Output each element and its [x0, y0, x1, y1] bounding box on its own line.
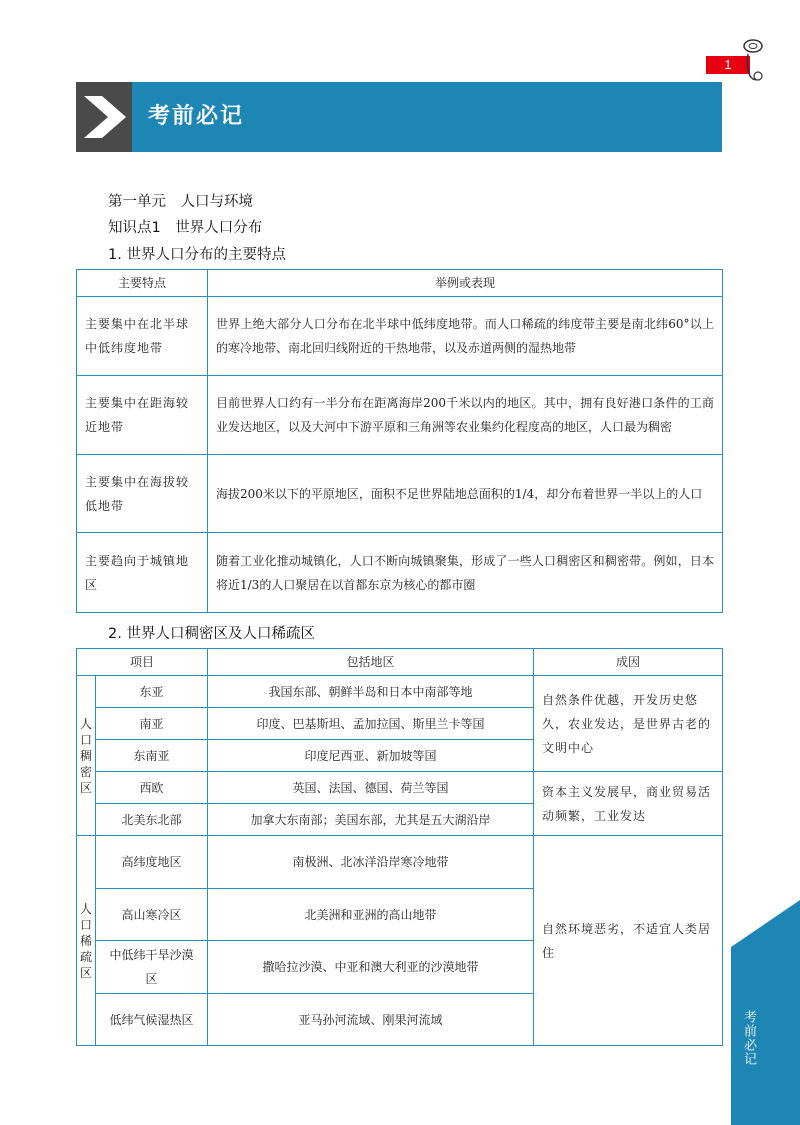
table-row: [77, 376, 723, 455]
region-cell: 东亚: [96, 676, 208, 708]
example-cell: 随着工业化推动城镇化，人口不断向城镇聚集，形成了一些人口稠密区和稠密带。例如，日本将近1/3的人口聚居在以首都东京为核心的都市圈: [208, 533, 723, 613]
reason-cell: 资本主义发展早，商业贸易活动频繁，工业发达: [534, 772, 723, 836]
feature-cell: 主要集中在距海较近地带: [77, 376, 208, 455]
population-features-table: [76, 269, 723, 613]
table-row: [77, 533, 723, 613]
areas-cell: 我国东部、朝鲜半岛和日本中南部等地: [208, 676, 534, 708]
dense-group-label: 人口稠密区: [77, 676, 96, 836]
table-row: [77, 297, 723, 376]
region-cell: 高山寒冷区: [96, 889, 208, 941]
region-cell: 东南亚: [96, 740, 208, 772]
table-header-row: [77, 649, 723, 676]
areas-cell: 亚马孙河流域、刚果河流域: [208, 994, 534, 1046]
reason-cell: 自然环境恶劣，不适宜人类居住: [534, 836, 723, 1046]
header-areas: 包括地区: [208, 649, 534, 676]
side-tab-label: 考前必记: [741, 1010, 756, 1066]
feature-cell: 主要趋向于城镇地区: [77, 533, 208, 613]
areas-cell: 北美洲和亚洲的高山地带: [208, 889, 534, 941]
header-example: 举例或表现: [208, 270, 723, 297]
dense-sparse-table: [76, 648, 723, 1046]
example-cell: 目前世界人口约有一半分布在距离海岸200千米以内的地区。其中，拥有良好港口条件的工商业发达地区，以及大河中下游平原和三角洲等农业集约化程度高的地区，人口最为稠密: [208, 376, 723, 455]
region-cell: 南亚: [96, 708, 208, 740]
reason-cell: 自然条件优越，开发历史悠久，农业发达，是世界古老的文明中心: [534, 676, 723, 772]
section-banner: [76, 82, 722, 152]
sparse-group-label: 人口稀疏区: [77, 836, 96, 1046]
region-cell: 低纬气候湿热区: [96, 994, 208, 1046]
region-cell: 西欧: [96, 772, 208, 804]
unit-heading: 第一单元 人口与环境: [108, 194, 253, 210]
chevron-right-icon: [76, 82, 132, 152]
areas-cell: 英国、法国、德国、荷兰等国: [208, 772, 534, 804]
topic-heading: 知识点1 世界人口分布: [108, 220, 263, 236]
header-item: 项目: [77, 649, 208, 676]
areas-cell: 南极洲、北冰洋沿岸寒冷地带: [208, 836, 534, 889]
region-cell: 高纬度地区: [96, 836, 208, 889]
mascot-icon: [738, 36, 768, 86]
region-cell: 中低纬干旱沙漠区: [96, 941, 208, 994]
header-reason: 成因: [534, 649, 723, 676]
areas-cell: 加拿大东南部；美国东部，尤其是五大湖沿岸: [208, 804, 534, 836]
region-cell: 北美东北部: [96, 804, 208, 836]
table-row: [77, 455, 723, 533]
areas-cell: 印度尼西亚、新加坡等国: [208, 740, 534, 772]
areas-cell: 印度、巴基斯坦、孟加拉国、斯里兰卡等国: [208, 708, 534, 740]
section2-title: 2. 世界人口稠密区及人口稀疏区: [108, 626, 315, 642]
feature-cell: 主要集中在海拔较低地带: [77, 455, 208, 533]
page-number: 1: [706, 56, 750, 74]
section1-title: 1. 世界人口分布的主要特点: [108, 247, 286, 263]
table-row: [77, 836, 723, 889]
example-cell: 海拔200米以下的平原地区，面积不足世界陆地总面积的1/4，却分布着世界一半以上的人口: [208, 455, 723, 533]
banner-title: 考前必记: [148, 104, 245, 129]
areas-cell: 撒哈拉沙漠、中亚和澳大利亚的沙漠地带: [208, 941, 534, 994]
example-cell: 世界上绝大部分人口分布在北半球中低纬度地带。而人口稀疏的纬度带主要是南北纬60°以上的寒冷地带、南北回归线附近的干热地带，以及赤道两侧的湿热地带: [208, 297, 723, 376]
table-header-row: [77, 270, 723, 297]
feature-cell: 主要集中在北半球中低纬度地带: [77, 297, 208, 376]
header-feature: 主要特点: [77, 270, 208, 297]
table-row: [77, 676, 723, 708]
table-row: [77, 772, 723, 804]
